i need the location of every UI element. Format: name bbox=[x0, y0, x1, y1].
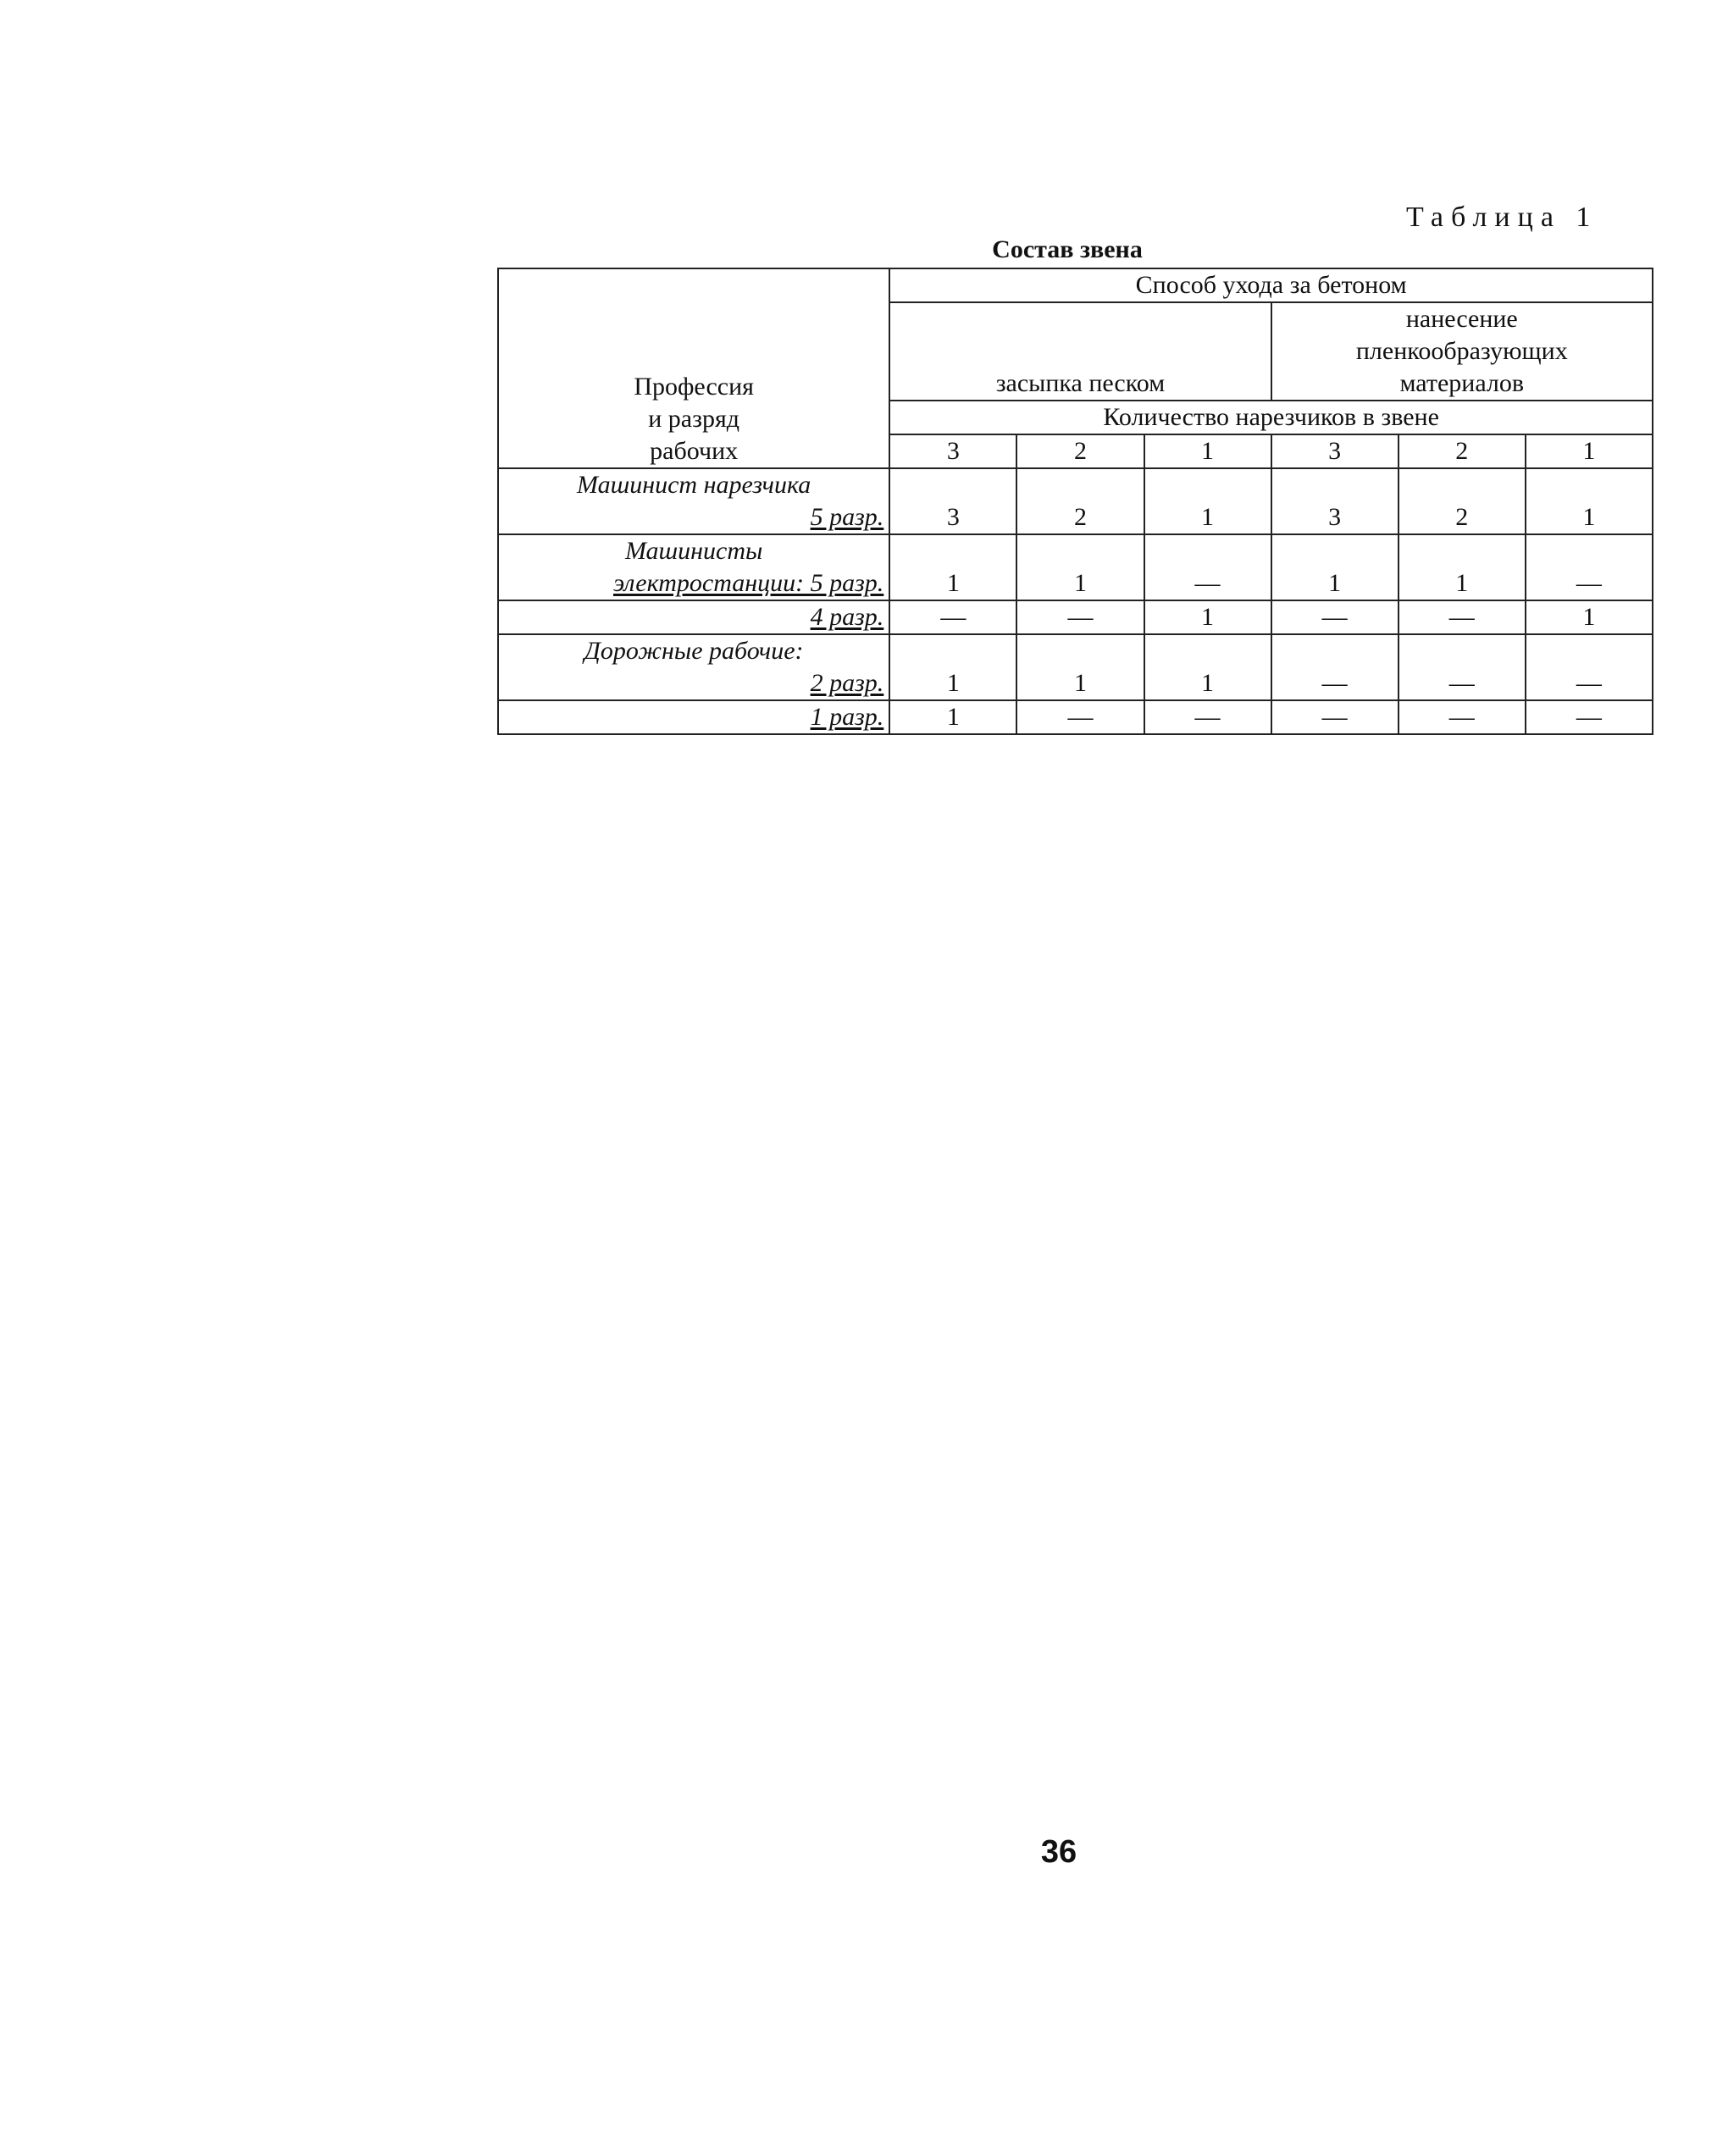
table-row bbox=[498, 534, 1653, 600]
table-cell: — bbox=[1271, 634, 1399, 700]
row-label bbox=[498, 468, 889, 534]
table-cell: 1 bbox=[1526, 468, 1653, 534]
table-cell: 3 bbox=[889, 468, 1016, 534]
row-label-line2: 5 разр. bbox=[810, 503, 884, 531]
table-cell: — bbox=[889, 600, 1016, 634]
table-cell: — bbox=[1271, 600, 1399, 634]
cutter-count-number: 2 bbox=[1399, 434, 1526, 468]
table-cell: 1 bbox=[1144, 634, 1271, 700]
table-row bbox=[498, 600, 1653, 634]
header-row-method bbox=[498, 268, 1653, 302]
film-method-header bbox=[1271, 302, 1653, 401]
cutter-count-header: Количество нарезчиков в звене bbox=[889, 401, 1653, 434]
cutter-count-number: 3 bbox=[889, 434, 1016, 468]
film-method-line: нанесение bbox=[1405, 305, 1518, 333]
table-cell: 1 bbox=[1016, 534, 1144, 600]
table-cell: 1 bbox=[889, 534, 1016, 600]
table-cell: — bbox=[1399, 634, 1526, 700]
profession-header-line: рабочих bbox=[650, 437, 739, 465]
film-method-line: материалов bbox=[1399, 369, 1525, 397]
method-header-cell: Способ ухода за бетоном bbox=[889, 268, 1653, 302]
row-label bbox=[498, 600, 889, 634]
table-row bbox=[498, 700, 1653, 734]
table-cell: 2 bbox=[1399, 468, 1526, 534]
cutter-count-number: 3 bbox=[1271, 434, 1399, 468]
table-cell: — bbox=[1144, 534, 1271, 600]
table-cell: 1 bbox=[889, 634, 1016, 700]
sand-method-header: засыпка песком bbox=[889, 302, 1271, 401]
table-cell: — bbox=[1526, 634, 1653, 700]
cutter-count-number: 2 bbox=[1016, 434, 1144, 468]
row-label-line2: 1 разр. bbox=[810, 703, 884, 731]
table-cell: 1 bbox=[1144, 468, 1271, 534]
cutter-count-number: 1 bbox=[1526, 434, 1653, 468]
row-label-line1: Машинист нарезчика bbox=[577, 471, 811, 499]
cutter-count-number: 1 bbox=[1144, 434, 1271, 468]
table-cell: — bbox=[1144, 700, 1271, 734]
table-cell: 1 bbox=[1526, 600, 1653, 634]
table-cell: 1 bbox=[889, 700, 1016, 734]
table-cell: 1 bbox=[1016, 634, 1144, 700]
row-label bbox=[498, 700, 889, 734]
row-label bbox=[498, 534, 889, 600]
table-cell: 1 bbox=[1399, 534, 1526, 600]
table-row bbox=[498, 634, 1653, 700]
table-cell: 1 bbox=[1144, 600, 1271, 634]
table-cell: — bbox=[1399, 600, 1526, 634]
row-label-line2: 4 разр. bbox=[810, 603, 884, 631]
table-cell: 1 bbox=[1271, 534, 1399, 600]
table-number-label: Таблица 1 bbox=[1406, 202, 1598, 233]
profession-header-line: Профессия bbox=[634, 373, 754, 401]
page-number: 36 bbox=[1040, 1834, 1077, 1870]
table-cell: — bbox=[1526, 700, 1653, 734]
table-cell: 3 bbox=[1271, 468, 1399, 534]
table-title: Состав звена bbox=[992, 235, 1143, 263]
table-cell: — bbox=[1016, 600, 1144, 634]
table-cell: — bbox=[1271, 700, 1399, 734]
row-label-line2: 2 разр. bbox=[810, 669, 884, 697]
row-label bbox=[498, 634, 889, 700]
crew-composition-table bbox=[497, 268, 1653, 735]
table-cell: 2 bbox=[1016, 468, 1144, 534]
profession-header-line: и разряд bbox=[648, 405, 740, 433]
table-cell: — bbox=[1016, 700, 1144, 734]
profession-header-cell bbox=[498, 268, 889, 468]
table-cell: — bbox=[1526, 534, 1653, 600]
row-label-line2: электростанции: 5 разр. bbox=[612, 569, 884, 597]
row-label-line1: Дорожные рабочие: bbox=[584, 637, 804, 665]
table-cell: — bbox=[1399, 700, 1526, 734]
row-label-line1: Машинисты bbox=[624, 537, 763, 565]
film-method-line: пленкообразующих bbox=[1355, 337, 1568, 365]
table-row bbox=[498, 468, 1653, 534]
